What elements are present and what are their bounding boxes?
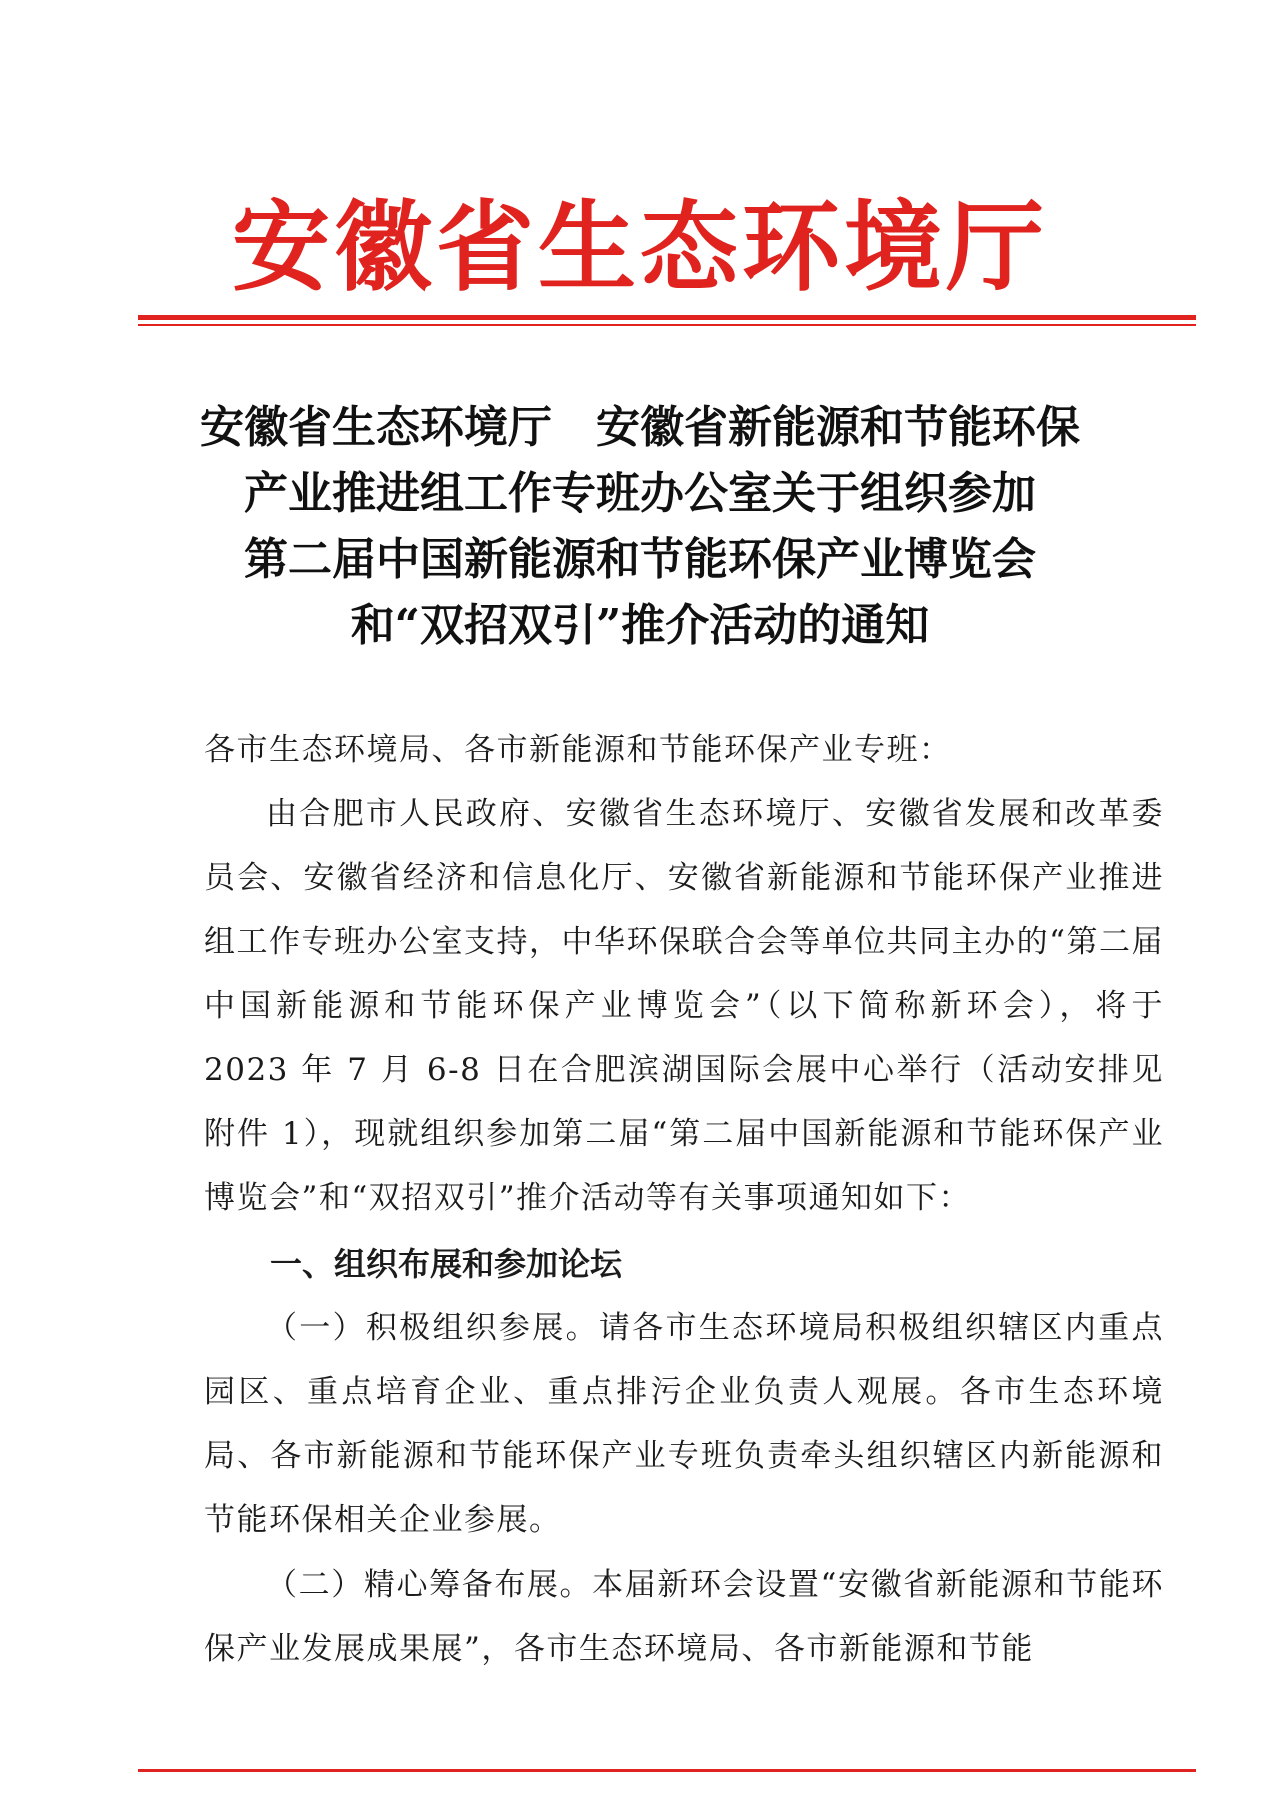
salutation: 各市生态环境局、各市新能源和节能环保产业专班： (204, 732, 952, 768)
title-line: 产业推进组工作专班办公室关于组织参加 (244, 468, 1036, 519)
body-paragraph-1-block (204, 782, 1164, 1230)
title-line: 第二届中国新能源和节能环保产业博览会 (244, 534, 1036, 585)
title-line: 安徽省生态环境厅 安徽省新能源和节能环保 (200, 402, 1080, 453)
body-paragraph: 由合肥市人民政府、安徽省生态环境厅、安徽省发展和改革委员会、安徽省经济和信息化厅、安徽省新能源和节能环保产业推进组工作专班办公室支持，中华环保联合会等单位共同主办的“第二届中国新能源和节能环保产业博览会”（以下简称新环会），将于 2023 年 7 月 6-8 日在合肥滨湖国际会展中心举行（活动安排见附件 1），现就组织参加第二届“第二届中国新能源和节能环保产业博览会”和“双招双引”推介活动等有关事项通知如下： (204, 796, 1164, 1216)
body-paragraph-3-block (204, 1553, 1164, 1681)
section-heading: 一、组织布展和参加论坛 (270, 1245, 623, 1283)
title-line: 和“双招双引”推介活动的通知 (350, 600, 930, 651)
body-paragraph-2-block (204, 1296, 1164, 1552)
masthead-title: 安徽省生态环境厅 (231, 190, 1048, 305)
body-paragraph: （一）积极组织参展。请各市生态环境局积极组织辖区内重点园区、重点培育企业、重点排污企业负责人观展。各市生态环境局、各市新能源和节能环保产业专班负责牵头组织辖区内新能源和节能环保相关企业参展。 (204, 1310, 1164, 1538)
footer-rule (138, 1769, 1196, 1772)
document-title (0, 395, 1280, 659)
masthead-rule (138, 315, 1196, 320)
masthead-rule-thin (138, 324, 1196, 326)
body-paragraph: （二）精心筹备布展。本届新环会设置“安徽省新能源和节能环保产业发展成果展”，各市生态环境局、各市新能源和节能 (204, 1567, 1164, 1667)
